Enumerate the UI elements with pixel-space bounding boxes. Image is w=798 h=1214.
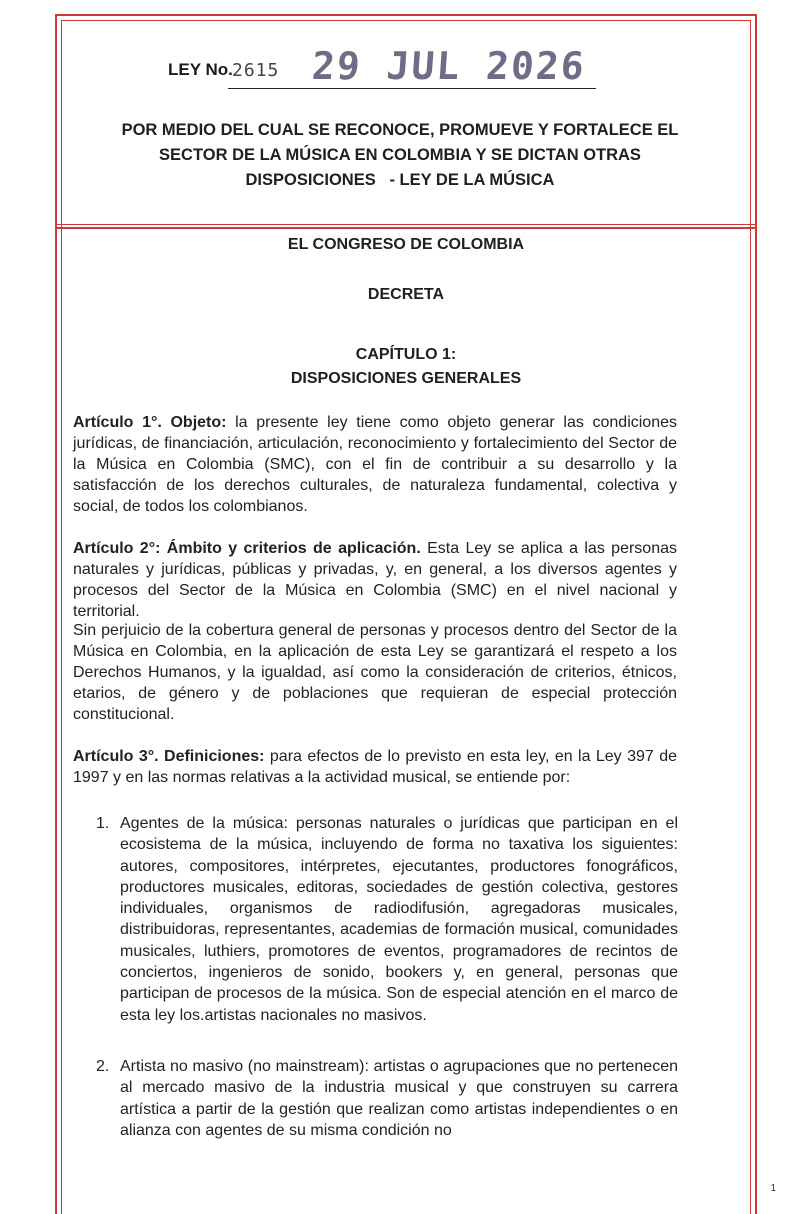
article-2-text: Esta Ley se aplica a las personas naturales y jurídicas, públicas y privadas, y, en general, a los diversos agentes y procesos del Sector de la Música en Colombia (SMC) en el nivel nacional y territorial. — [73, 540, 677, 620]
page-number: 1 — [770, 1183, 776, 1194]
list-item-text: Agentes de la música: personas naturales o jurídicas que participan en el ecosistema de la música, incluyendo de forma no taxativa los siguientes: autores, compositores, intérpretes, ejecutantes, productores fonográficos, productores musicales, editoras, sociedades de gestión colectiva, gestores individuales, organismos de radiodifusión, agregadoras musicales, distribuidoras, representantes, academias de formación musical, comunidades musicales, luthiers, promotores de eventos, programadores de recintos de conciertos, ingenieros de sonido, bookers y, en general, personas que participan de procesos de la música. Son de especial atención en el marco de esta ley los.artistas nacionales no masivos. — [120, 815, 678, 1024]
header-divider — [55, 224, 757, 229]
congreso-heading: EL CONGRESO DE COLOMBIA — [287, 236, 525, 253]
law-title — [80, 118, 720, 193]
article-1-heading: Artículo 1°. Objeto: — [73, 414, 227, 431]
article-1 — [73, 412, 677, 517]
list-item-number: 2. — [96, 1058, 110, 1075]
article-2 — [73, 538, 677, 622]
chapter-subtitle: DISPOSICIONES GENERALES — [290, 370, 522, 387]
list-item-number: 1. — [96, 815, 110, 832]
ley-number: 2615 — [232, 60, 280, 81]
article-3 — [73, 746, 677, 788]
article-2-paragraph-2: Sin perjuicio de la cobertura general de personas y procesos dentro del Sector de la Música en Colombia, en la aplicación de esta Ley se garantizará el respeto a los Derechos Humanos, y la igualdad, así como la consideración de criterios, étnicos, etarios, de género y de poblaciones que requieran de especial protección constitucional. — [73, 622, 677, 723]
article-3-heading: Artículo 3°. Definiciones: — [73, 748, 265, 765]
law-title-line: POR MEDIO DEL CUAL SE RECONOCE, PROMUEVE Y FORTALECE EL — [121, 121, 679, 139]
date-stamp: 29 JUL 2026 — [310, 44, 588, 88]
article-3-text: para efectos de lo previsto en esta ley, en la Ley 397 de 1997 y en las normas relativas a la actividad musical, se entiende por: — [73, 748, 677, 786]
law-title-line: SECTOR DE LA MÚSICA EN COLOMBIA Y SE DICTAN OTRAS — [159, 146, 641, 164]
ley-label: LEY No. — [168, 60, 233, 79]
article-1-text: la presente ley tiene como objeto generar las condiciones jurídicas, de financiación, articulación, reconocimiento y fortalecimiento del Sector de la Música en Colombia (SMC), con el fin de contribuir a su desarrollo y la satisfacción de los derechos culturales, de naturaleza fundamental, colectiva y social, de todos los colombianos. — [73, 414, 677, 515]
chapter-title: CAPÍTULO 1: — [355, 346, 457, 363]
law-title-line: DISPOSICIONES - LEY DE LA MÚSICA — [245, 171, 555, 189]
list-item-text: Artista no masivo (no mainstream): artistas o agrupaciones que no pertenecen al mercado masivo de la industria musical y que construyen su carrera artística a partir de la gestión que realizan como artistas independientes o en alianza con agentes de su misma condición no — [120, 1058, 678, 1139]
ley-number-line — [168, 46, 608, 90]
decreta-heading: DECRETA — [367, 286, 445, 303]
article-2-heading: Artículo 2°: Ámbito y criterios de aplicación. — [73, 540, 421, 557]
ley-underline — [228, 88, 596, 89]
